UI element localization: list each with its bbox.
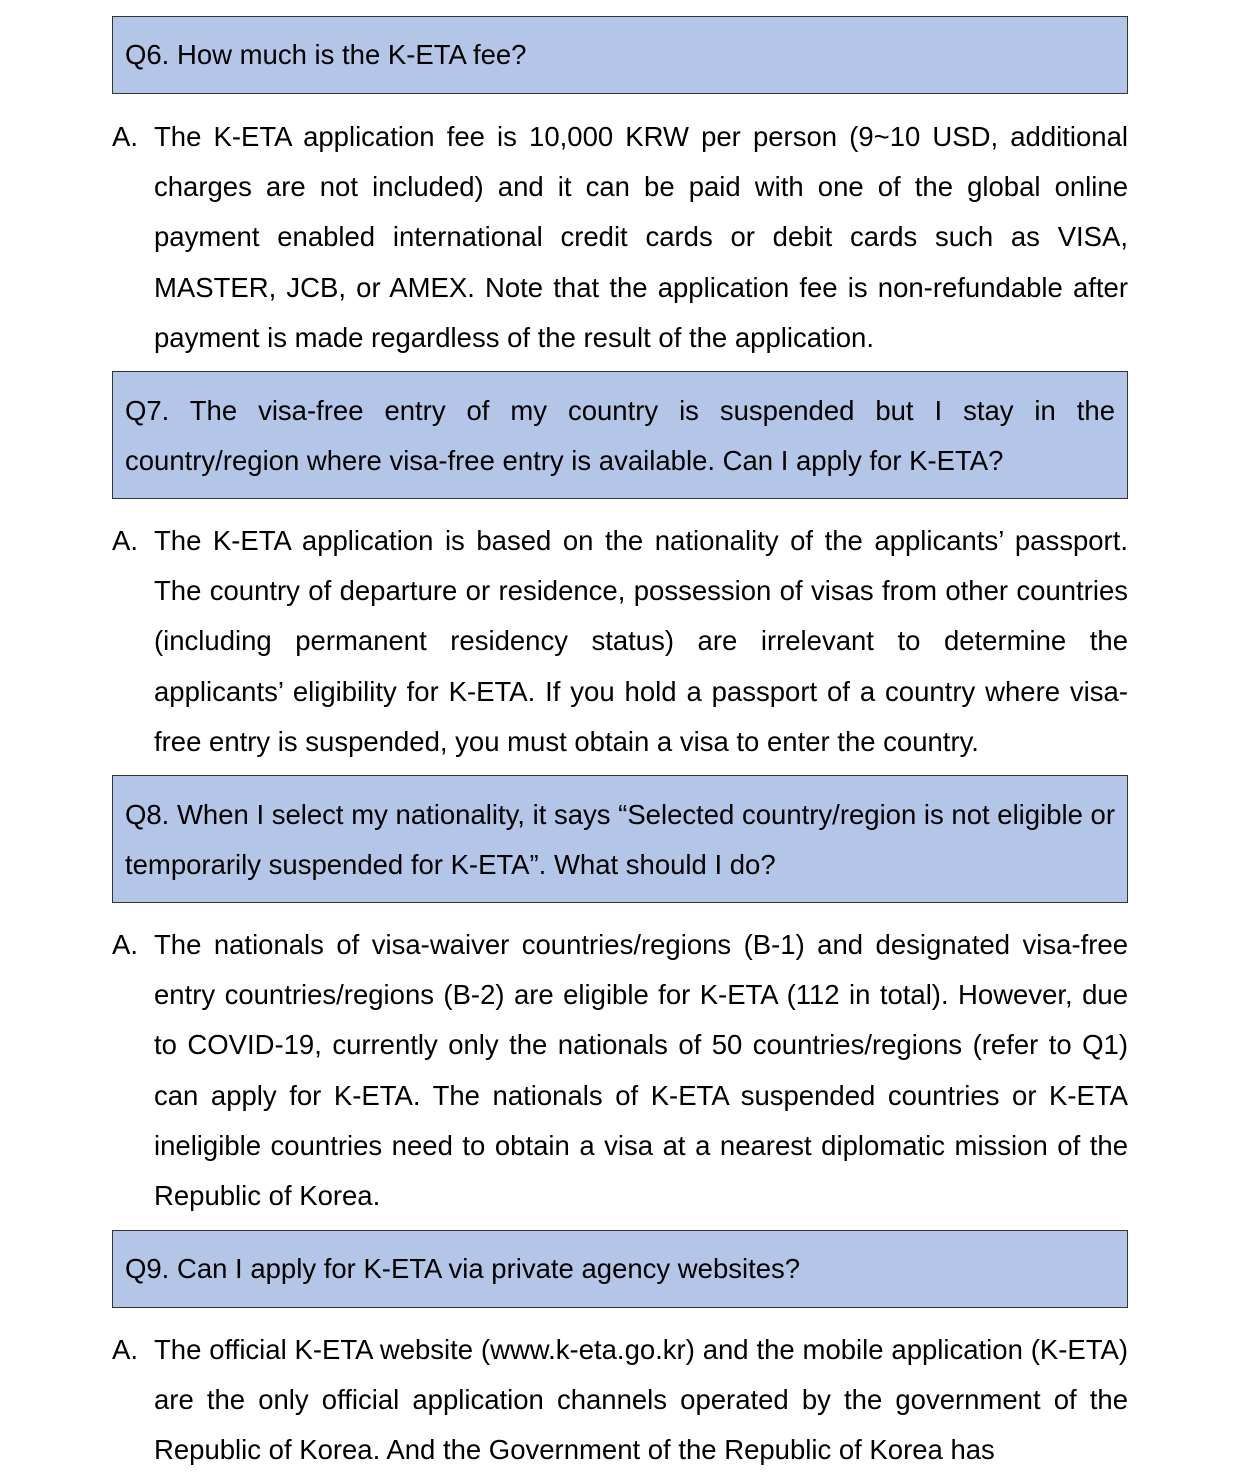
question-text-q9: Q9. Can I apply for K-ETA via private agency websites? — [125, 1253, 801, 1284]
answer-text-q8: The nationals of visa-waiver countries/regions (B-1) and designated visa-free entry countries/regions (B-2) are eligible for K-ETA (112 in total). However, due to COVID-19, currently only the nationals of 50 countries/regions (refer to Q1) can apply for K-ETA. The nationals of K-ETA suspended countries or K-ETA ineligible countries need to obtain a visa at a nearest diplomatic mission of the Republic of Korea. — [154, 929, 1128, 1212]
question-text-q7: Q7. The visa-free entry of my country is suspended but I stay in the country/region where visa-free entry is available. Can I apply for K-ETA? — [125, 395, 1115, 476]
answer-block-q7 — [112, 516, 1128, 767]
answer-marker: A. — [112, 929, 138, 960]
answer-text-q9: The official K-ETA website (www.k-eta.go.kr) and the mobile application (K-ETA) are the only official application channels operated by the government of the Republic of Korea. And the Government of the Republic of Korea has — [154, 1334, 1128, 1466]
question-text-q6: Q6. How much is the K-ETA fee? — [125, 39, 527, 70]
answer-block-q6 — [112, 112, 1128, 363]
question-box-q6 — [112, 16, 1128, 94]
question-box-q8 — [112, 775, 1128, 903]
question-text-q8: Q8. When I select my nationality, it says “Selected country/region is not eligible or temporarily suspended for K-ETA”. What should I do? — [125, 799, 1115, 880]
question-box-q7 — [112, 371, 1128, 499]
answer-marker: A. — [112, 121, 138, 152]
answer-block-q9 — [112, 1325, 1128, 1476]
answer-text-q7: The K-ETA application is based on the nationality of the applicants’ passport. The country of departure or residence, possession of visas from other countries (including permanent residency status) are irrelevant to determine the applicants’ eligibility for K-ETA. If you hold a passport of a country where visa-free entry is suspended, you must obtain a visa to enter the country. — [154, 525, 1128, 757]
answer-block-q8 — [112, 920, 1128, 1221]
answer-marker: A. — [112, 525, 138, 556]
answer-marker: A. — [112, 1334, 138, 1365]
answer-text-q6: The K-ETA application fee is 10,000 KRW per person (9~10 USD, additional charges are not included) and it can be paid with one of the global online payment enabled international credit cards or debit cards such as VISA, MASTER, JCB, or AMEX. Note that the application fee is non-refundable after payment is made regardless of the result of the application. — [154, 121, 1128, 353]
question-box-q9 — [112, 1230, 1128, 1308]
